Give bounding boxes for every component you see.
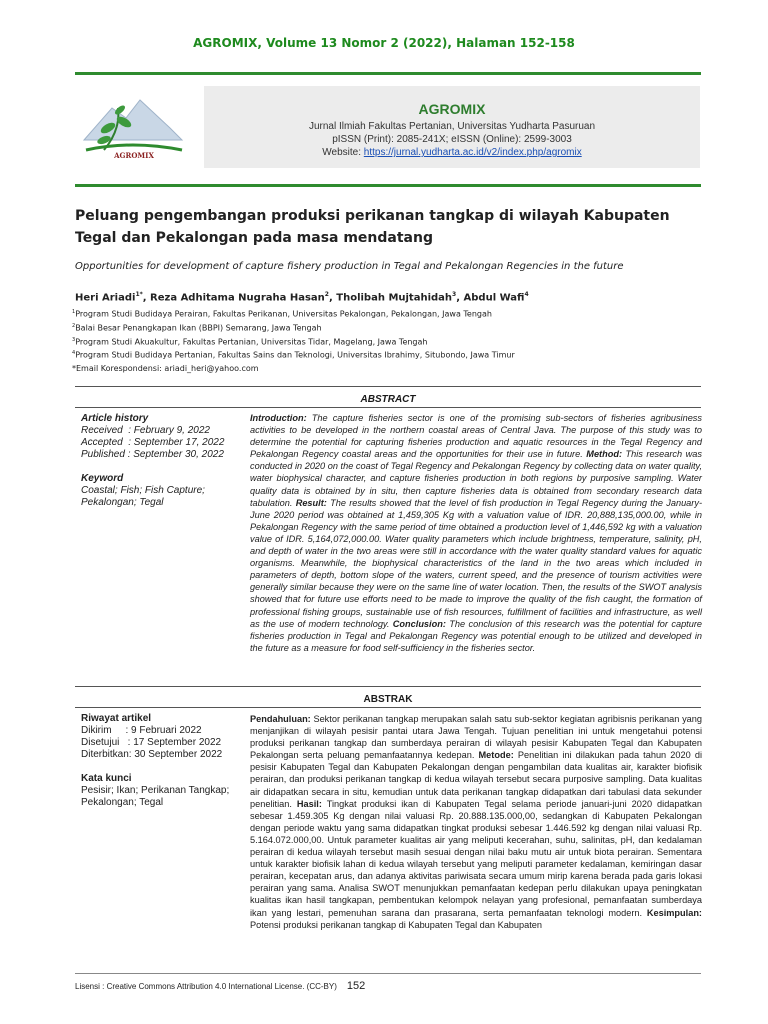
logo-wordmark: AGROMIX bbox=[114, 151, 154, 160]
article-subtitle: Opportunities for development of capture fishery production in Tegal and Pekalongan Regencies in the future bbox=[75, 261, 624, 272]
abstract-heading: ABSTRACT bbox=[360, 394, 416, 405]
affiliation bbox=[72, 350, 702, 360]
website-label: Website: bbox=[322, 147, 364, 158]
abstrak-rule-mid bbox=[75, 707, 701, 708]
abstrak-label: Hasil: bbox=[296, 798, 322, 809]
abstrak-label: Pendahuluan: bbox=[250, 714, 311, 724]
riwayat-disetujui: Disetujui : 17 September 2022 bbox=[81, 737, 222, 748]
affiliation bbox=[72, 337, 702, 347]
author-name: Abdul Wafi bbox=[463, 292, 525, 304]
riwayat-artikel bbox=[81, 713, 241, 809]
author-sup: 2 bbox=[324, 291, 329, 298]
author-name: Heri Ariadi bbox=[75, 292, 136, 304]
abstract-rule-top bbox=[75, 386, 701, 387]
affiliation-sup: 2 bbox=[72, 323, 76, 329]
kata-kunci-heading: Kata kunci bbox=[81, 773, 132, 784]
abstrak-heading: ABSTRAK bbox=[363, 694, 413, 705]
header-rule-top bbox=[75, 72, 701, 75]
journal-issn: pISSN (Print): 2085-241X; eISSN (Online): 2599-3003 bbox=[332, 134, 572, 145]
abstract-label: Conclusion: bbox=[392, 618, 446, 629]
page-number: 152 bbox=[346, 980, 366, 992]
abstrak-label: Kesimpulan: bbox=[646, 907, 702, 918]
abstrak-body bbox=[250, 713, 702, 931]
abstrak-text: Tingkat produksi ikan di Kabupaten Tegal selama periode januari-juni 2020 didapatkan sebesar 1.459.305 Kg dengan nilai valuasi Rp. 20.888.135.000,00, sedangkan di Kabupaten Pekalongan dengan periode waktu yang sama didapatkan tingkat produksi sebesar 1.446.592 kg dengan nilai valuasi Rp. 5.164.072.000,00. Untuk parameter kualitas air yang meliputi kecerahan, suhu, salinitas, pH, dan kedalaman perairan di kedua wilayah tersebut masih sesuai dengan nilai baku mutu air untuk biota perairan. Sementara untuk karakter biofisik lahan di kedua wilayah tersebut yang meliputi parameter kedalaman, kemiringan dasar perairan, kecepatan arus, dan adanya aktivitas pariwisata secara umum mirip karena berada pada garis lokasi perairan yang sama. Analisa SWOT menunjukkan pemanfaatan kedepan perlu dilakukan upaya peningkatan kualitas ikan hasil tangkapan, pembentukan kelompok nelayan yang profesional, pemanfaatan sumberdaya ikan yang lestari, pemenuhan sarana dan prasarana, serta pemanfaatan teknologi modern. bbox=[250, 798, 702, 918]
abstrak-text: Penelitian ini dilakukan pada tahun 2020 di pesisir Kabupaten Tegal dan Kabupaten Pekalongan dengan pengambilan data kualitas air, karakter biofisik perairan, dan produksi perikanan tangkap di kedua wilayah tersebut secara purposive sampling. Data kualitas air didapatkan secara in situ, kemudian untuk data perikanan tangkap didapatkan dari tabulasi data sekunder penelitian. bbox=[250, 750, 703, 809]
article-title: Peluang pengembangan produksi perikanan tangkap di wilayah Kabupaten Tegal dan Pekalongan pada masa mendatang bbox=[75, 208, 670, 246]
riwayat-dikirim: Dikirim : 9 Februari 2022 bbox=[81, 725, 202, 736]
journal-name: AGROMIX bbox=[418, 101, 486, 117]
kata-kunci: Pesisir; Ikan; Perikanan Tangkap; Pekalongan; Tegal bbox=[81, 785, 230, 808]
abstract-body bbox=[250, 412, 702, 654]
riwayat-heading: Riwayat artikel bbox=[81, 713, 152, 724]
abstrak-text: Sektor perikanan tangkap merupakan salah satu sub-sektor kegiatan agribisnis perikanan yang menjanjikan di wilayah pesisir pantai utara Jawa Tengah. Tujuan penelitian ini untuk mengetahui potensi produksi perikanan tangkap dan sumberdaya perairan di wilayah pesisir Kabupaten Tegal dan Kabupaten Pekalongan serta peluang pemanfaatannya kedepan. bbox=[250, 714, 702, 761]
author-sup: 1* bbox=[135, 291, 143, 298]
riwayat-diterbitkan: Diterbitkan: 30 September 2022 bbox=[81, 749, 223, 760]
history-received: Received : February 9, 2022 bbox=[81, 425, 210, 436]
abstract-text: The capture fisheries sector is one of the promising sub-sectors of fisheries agribusiness activities to be developed in the northern coastal areas of Central Java. The purpose of this study was to determine the potential for capturing fisheries production and aquatic resources in the Tegal Regency and Pekalongan Regency coastal areas and the opportunities for their use in future. bbox=[250, 413, 702, 460]
author-sup: 4 bbox=[524, 291, 529, 298]
abstract-label: Introduction: bbox=[250, 413, 307, 423]
affiliation bbox=[72, 309, 702, 319]
abstract-label: Result: bbox=[295, 497, 327, 508]
affiliation-text: Balai Besar Penangkapan Ikan (BBPI) Semarang, Jawa Tengah bbox=[75, 323, 322, 333]
keywords: Coastal; Fish; Fish Capture; Pekalongan; Tegal bbox=[81, 485, 205, 508]
abstract-rule-mid bbox=[75, 407, 701, 408]
abstrak-text: Potensi produksi perikanan tangkap di Kabupaten Tegal dan Kabupaten bbox=[250, 919, 543, 930]
author-name: Tholibah Mujtahidah bbox=[336, 292, 453, 304]
abstract-text: The conclusion of this research was the potential for capture fisheries production in Tegal and Pekalongan Regency was potential enough to be utilized and developed in the future as a measure for food self-sufficiency in the fisheries sector. bbox=[250, 618, 703, 653]
website-link[interactable]: https://jurnal.yudharta.ac.id/v2/index.php/agromix bbox=[363, 147, 582, 158]
license-text: Lisensi : Creative Commons Attribution 4.0 International License. (CC-BY) bbox=[75, 982, 337, 991]
affiliation-text: Program Studi Akuakultur, Fakultas Pertanian, Universitas Tidar, Magelang, Jawa Tengah bbox=[75, 337, 428, 347]
history-published: Published : September 30, 2022 bbox=[81, 449, 224, 460]
affiliation bbox=[72, 323, 702, 333]
abstract-text: The results showed that the level of fish production in Tegal Regency during the January-June 2020 period was obtained at 1,459,305 Kg with a valuation value of IDR. 20,888,135,000.00, while in Pekalongan Regency with the same period of time obtained a production level of 1,446,592 kg with a valuation value of IDR. 5,164,072,000.00. Water quality parameters which include brightness, temperature, salinity, pH, and depth of water in the two areas were still in accordance with the water quality standard values for aquatic organisms. Meanwhile, the biophysical characteristics of the land in the two areas which included in parameters of depth, bottom slope of the waters, current speed, and the presence of tourism activities were generally similar because they were on the same line of water location. Then, the results of the SWOT analysis showed that for future use efforts need to be made to improve the quality of the fish caught, the formation of professional fishing groups, sustainable use of fish resources, fulfillment of facilities and infrastructure, as well as the use of modern technology. bbox=[250, 497, 703, 629]
history-heading: Article history bbox=[81, 413, 149, 424]
article-history bbox=[81, 413, 241, 509]
affiliation-sup: 3 bbox=[72, 337, 76, 343]
keyword-heading: Keyword bbox=[81, 473, 124, 484]
footer-rule bbox=[75, 973, 701, 974]
author-list: Heri Ariadi$^{1*}$, Reza Adhitama Nugraha Hasan$^2$, Tholibah Mujtahidah$^3$, Abdul Wafi$^4$ bbox=[75, 291, 529, 304]
correspondence-email: *Email Korespondensi: ariadi_heri@yahoo.com bbox=[72, 364, 259, 373]
affiliation-sup: 4 bbox=[72, 350, 76, 356]
affiliation-sup: 1 bbox=[72, 309, 76, 315]
abstract-label: Method: bbox=[586, 449, 623, 460]
agromix-logo bbox=[74, 88, 190, 164]
journal-affiliation: Jurnal Ilmiah Fakultas Pertanian, Universitas Yudharta Pasuruan bbox=[308, 121, 596, 132]
affiliation-text: Program Studi Budidaya Pertanian, Fakultas Sains dan Teknologi, Universitas Ibrahimy, Situbondo, Jawa Timur bbox=[75, 350, 515, 360]
affiliation-text: Program Studi Budidaya Perairan, Fakultas Perikanan, Universitas Pekalongan, Pekalongan, Jawa Tengah bbox=[75, 309, 492, 319]
author-name: Reza Adhitama Nugraha Hasan bbox=[150, 292, 325, 304]
running-head: AGROMIX, Volume 13 Nomor 2 (2022), Halaman 152-158 bbox=[193, 36, 575, 50]
abstrak-rule-top bbox=[75, 686, 701, 687]
history-accepted: Accepted : September 17, 2022 bbox=[81, 437, 225, 448]
author-sup: 3 bbox=[452, 291, 457, 298]
page-footer bbox=[75, 980, 695, 992]
abstrak-label: Metode: bbox=[478, 750, 514, 761]
header-rule-bottom bbox=[75, 184, 701, 187]
abstract-text: This research was conducted in 2020 on the coast of Tegal Regency and Pekalongan Regency by collecting data on water quality, water biophysical character, and capture fisheries production in both regions by purposive sampling. Water quality data is obtained by in situ, then capture fisheries data is obtained from secondary research data tabulation. bbox=[250, 449, 702, 508]
journal-website bbox=[204, 147, 700, 158]
